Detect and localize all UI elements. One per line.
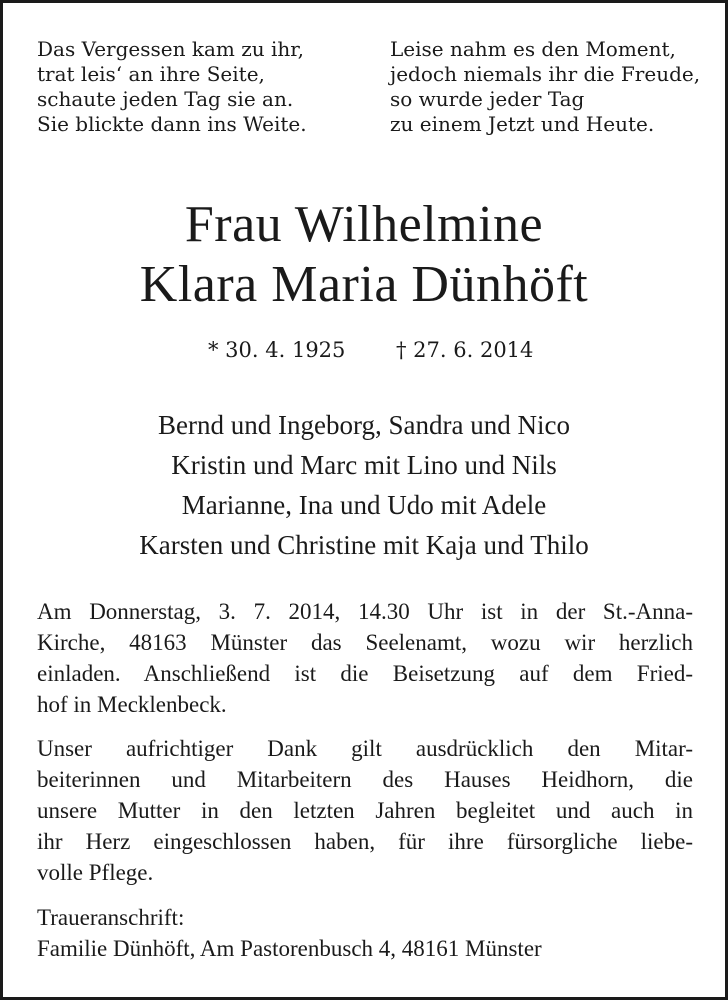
poem-line: Das Vergessen kam zu ihr, (37, 37, 304, 61)
paragraph-line: Kirche, 48163 Münster das Seelenamt, wozu wir herzlich (37, 630, 693, 655)
thanks-paragraph (37, 733, 693, 888)
paragraph-line: beiterinnen und Mitarbeitern des Hauses Heidhorn, die (37, 767, 693, 792)
mourning-address (37, 902, 693, 964)
poem-line: zu einem Jetzt und Heute. (390, 112, 655, 136)
mourner-line: Karsten und Christine mit Kaja und Thilo (139, 530, 589, 560)
mourner-line: Bernd und Ingeborg, Sandra und Nico (158, 410, 570, 440)
death-date: † 27. 6. 2014 (396, 338, 534, 362)
mourners-list (3, 405, 725, 565)
poem-left-verse (37, 37, 367, 137)
deceased-name (3, 195, 725, 315)
poem-line: so wurde jeder Tag (390, 87, 585, 111)
paragraph-line: Unser aufrichtiger Dank gilt ausdrücklich den Mitar- (37, 736, 693, 761)
poem-line: jedoch niemals ihr die Freude, (390, 62, 701, 86)
paragraph-line: Am Donnerstag, 3. 7. 2014, 14.30 Uhr ist in der St.-Anna- (37, 599, 693, 624)
poem-line: trat leis‘ an ihre Seite, (37, 62, 265, 86)
deceased-name-line-2: Klara Maria Dünhöft (139, 256, 589, 313)
paragraph-line: ihr Herz eingeschlossen haben, für ihre fürsorgliche liebe- (37, 829, 693, 854)
deceased-name-line-1: Frau Wilhelmine (184, 196, 544, 253)
poem-line: schaute jeden Tag sie an. (37, 87, 294, 111)
address-label: Traueranschrift: (37, 905, 185, 930)
poem-right-verse (390, 37, 710, 137)
paragraph-line: volle Pflege. (37, 860, 154, 885)
paragraph-line: einladen. Anschließend ist die Beisetzung auf dem Fried- (37, 661, 693, 686)
service-paragraph (37, 596, 693, 720)
mourner-line: Marianne, Ina und Udo mit Adele (181, 490, 547, 520)
paragraph-line: unsere Mutter in den letzten Jahren begleitet und auch in (37, 798, 693, 823)
birth-date: * 30. 4. 1925 (208, 338, 346, 362)
address-line: Familie Dünhöft, Am Pastorenbusch 4, 48161 Münster (37, 936, 542, 961)
mourner-line: Kristin und Marc mit Lino und Nils (171, 450, 557, 480)
poem-line: Sie blickte dann ins Weite. (37, 112, 307, 136)
poem-line: Leise nahm es den Moment, (390, 37, 676, 61)
paragraph-line: hof in Mecklenbeck. (37, 692, 227, 717)
